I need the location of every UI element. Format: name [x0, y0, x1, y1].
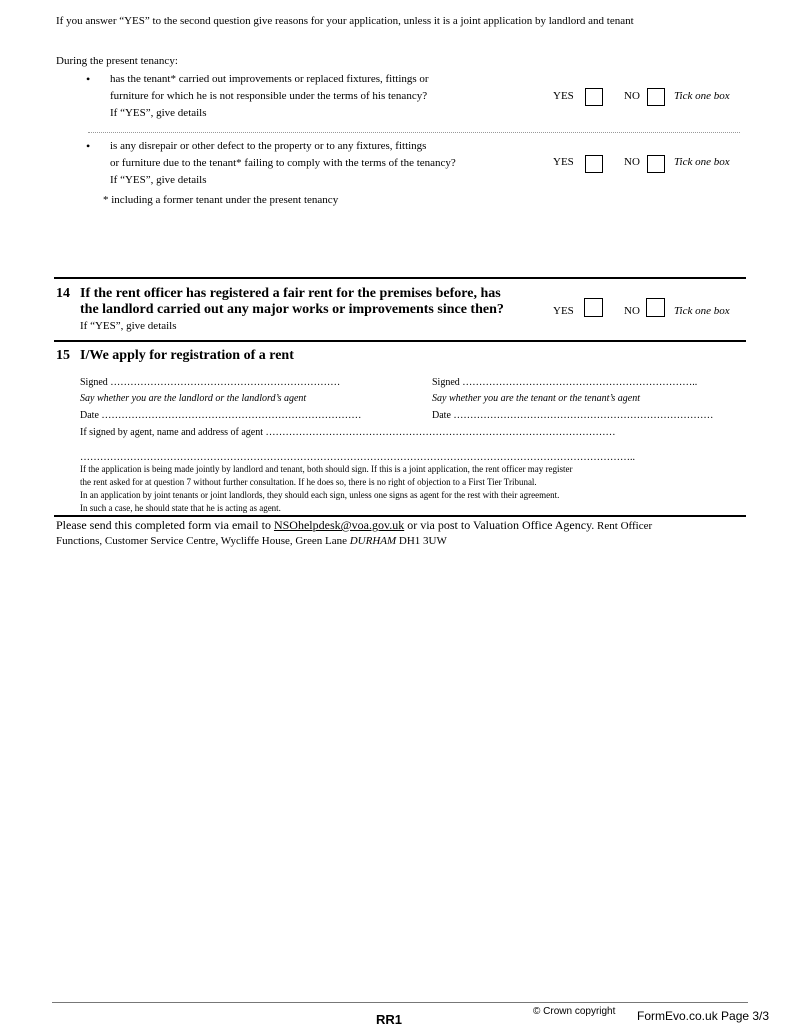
no-label: NO [624, 156, 640, 168]
tenant-role-hint: Say whether you are the tenant or the tenant’s agent [432, 393, 641, 404]
tick-one-box-label: Tick one box [674, 305, 730, 317]
send-instructions-line1 [56, 518, 652, 533]
q15-number: 15 [56, 348, 70, 363]
send-instructions-line2 [56, 535, 447, 547]
q14-line1: If the rent officer has registered a fair rent for the premises before, has [80, 286, 501, 301]
q14-no-checkbox[interactable] [646, 298, 665, 317]
no-label: NO [624, 90, 640, 102]
yes-label: YES [553, 156, 574, 168]
yes-label: YES [553, 305, 574, 317]
bullet-icon: • [86, 139, 91, 153]
q13-item1-no-checkbox[interactable] [647, 88, 665, 106]
q13-item2-no-checkbox[interactable] [647, 155, 665, 173]
send-middle: or via post to Valuation Office Agency. [404, 518, 595, 532]
signed-tenant-field[interactable]: Signed …………………………………………………………….. [432, 377, 698, 388]
address-postcode: DH1 3UW [396, 535, 447, 547]
q14-line3: If “YES”, give details [80, 320, 177, 332]
q14-line2: the landlord carried out any major works or improvements since then? [80, 302, 504, 317]
agent-field-line2[interactable]: ………………………………………………………………………………………………………………………………………………….. [80, 452, 635, 463]
q14-number: 14 [56, 286, 70, 301]
intro-text: If you answer “YES” to the second question give reasons for your application, unless it is a joint application by landlord and tenant [56, 15, 634, 27]
address-line: Functions, Customer Service Centre, Wycliffe House, Green Lane [56, 535, 350, 547]
q15-title: I/We apply for registration of a rent [80, 348, 294, 363]
landlord-role-hint: Say whether you are the landlord or the landlord’s agent [80, 393, 307, 404]
section-divider [54, 515, 746, 517]
q14-yes-checkbox[interactable] [584, 298, 603, 317]
send-rest: Rent Officer [594, 520, 653, 532]
q13-item2-yes-checkbox[interactable] [585, 155, 603, 173]
q13-item1-line3: If “YES”, give details [110, 107, 207, 119]
footer-divider [52, 1002, 748, 1003]
joint-note-line4: In such a case, he should state that he is acting as agent. [80, 503, 281, 513]
q13-item1-line2: furniture for which he is not responsible under the terms of his tenancy? [110, 90, 428, 102]
crown-copyright: © Crown copyright [533, 1006, 616, 1017]
q13-item1-yes-checkbox[interactable] [585, 88, 603, 106]
helpdesk-email-link[interactable]: NSOhelpdesk@voa.gov.uk [273, 518, 405, 532]
tick-one-box-label: Tick one box [674, 90, 730, 102]
q13-footnote: * including a former tenant under the present tenancy [103, 194, 339, 206]
yes-label: YES [553, 90, 574, 102]
joint-note-line1: If the application is being made jointly by landlord and tenant, both should sign. If this is a joint application, the rent officer may register [80, 464, 573, 474]
q13-item2-line3: If “YES”, give details [110, 174, 207, 186]
send-prefix: Please send this completed form via email to [56, 518, 274, 532]
section-divider [54, 340, 746, 342]
joint-note-line3: In an application by joint tenants or joint landlords, they should each sign, unless one signs as agent for the rest with their agreement. [80, 490, 560, 500]
section-divider [54, 277, 746, 279]
q13-lead: During the present tenancy: [56, 55, 178, 67]
tick-one-box-label: Tick one box [674, 156, 730, 168]
divider [88, 132, 740, 133]
q13-item2-line1: is any disrepair or other defect to the property or to any fixtures, fittings [110, 140, 427, 152]
form-code: RR1 [376, 1012, 403, 1027]
address-city: DURHAM [349, 535, 397, 547]
date-landlord-field[interactable]: Date …………………………………………………………………… [80, 410, 362, 421]
joint-note-line2: the rent asked for at question 7 without further consultation. If he does so, there is no right of objection to a First Tier Tribunal. [80, 477, 537, 487]
q13-item1-line1: has the tenant* carried out improvements or replaced fixtures, fittings or [110, 73, 429, 85]
page-number: FormEvo.co.uk Page 3/3 [637, 1009, 770, 1023]
bullet-icon: • [86, 72, 91, 86]
agent-field[interactable]: If signed by agent, name and address of agent …………………………………………………………………………………………… [80, 427, 616, 438]
q13-item2-line2: or furniture due to the tenant* failing to comply with the terms of the tenancy? [110, 157, 456, 169]
no-label: NO [624, 305, 640, 317]
signed-landlord-field[interactable]: Signed …………………………………………………………… [80, 377, 341, 388]
date-tenant-field[interactable]: Date …………………………………………………………………… [432, 410, 714, 421]
